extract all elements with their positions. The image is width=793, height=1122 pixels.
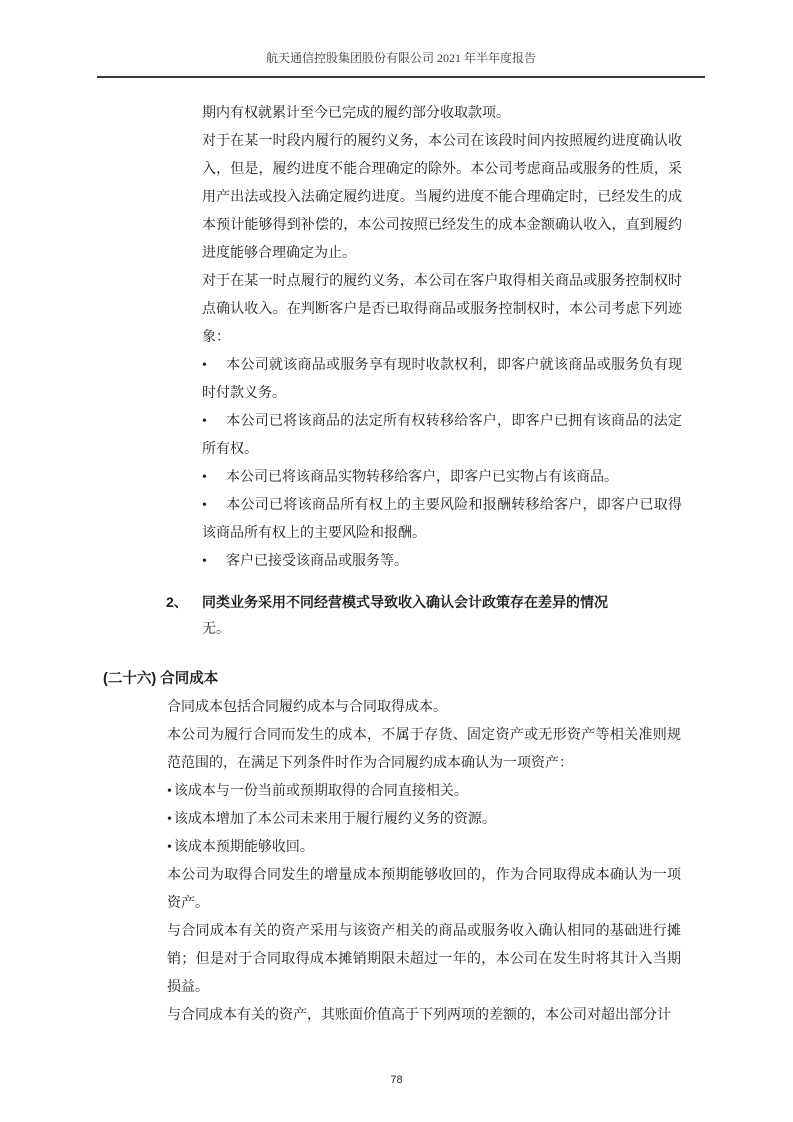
page-number: 78 [390, 1074, 403, 1086]
page-body [0, 100, 793, 1030]
subsection-number: 2、 [166, 594, 188, 610]
bullet-item [202, 464, 682, 492]
bullet-item [202, 548, 682, 576]
report-header-title: 航天通信控股集团股份有限公司 2021 年半年度报告 [265, 51, 536, 65]
bullet-text: 客户已接受该商品或服务等。 [226, 554, 408, 569]
paragraph: 本公司为履行合同而发生的成本，不属于存货、固定资产或无形资产等相关准则规范范围的，在满足下列条件时作为合同履约成本确认为一项资产： [167, 728, 681, 771]
section-heading [103, 664, 705, 694]
bullet-text: 该成本预期能够收回。 [173, 840, 314, 855]
bullet-text: 本公司已将该商品实物转移给客户，即客户已实物占有该商品。 [226, 470, 618, 485]
bullet-text: 该成本与一份当前或预期取得的合同直接相关。 [173, 784, 468, 799]
section-number: (二十六) [103, 671, 157, 687]
bullet-text: 本公司就该商品或服务享有现时收款权利，即客户就该商品或服务负有现时付款义务。 [202, 358, 682, 401]
bullet-marker: • [202, 358, 207, 373]
bullet-item [167, 806, 681, 834]
bullet-item [202, 492, 682, 548]
paragraph: 期内有权就累计至今已完成的履约部分收取款项。 [202, 106, 510, 121]
bullet-text: 本公司已将该商品的法定所有权转移给客户，即客户已拥有该商品的法定所有权。 [202, 414, 682, 457]
bullet-marker: • [167, 812, 172, 827]
bullet-marker: • [167, 840, 172, 855]
bullet-marker: • [167, 784, 172, 799]
bullet-item [202, 352, 682, 408]
paragraph: 与合同成本有关的资产采用与该资产相关的商品或服务收入确认相同的基础进行摊销；但是对于合同取得成本摊销期限未超过一年的，本公司在发生时将其计入当期损益。 [167, 924, 681, 995]
paragraph: 对于在某一时段内履行的履约义务，本公司在该段时间内按照履约进度确认收入，但是，履约进度不能合理确定的除外。本公司考虑商品或服务的性质，采用产出法或投入法确定履约进度。当履约进度不能合理确定时，已经发生的成本预计能够得到补偿的，本公司按照已经发生的成本金额确认收入，直到履约进度能够合理确定为止。 [202, 134, 682, 261]
page-footer [0, 1074, 793, 1086]
bullet-marker: • [202, 554, 207, 569]
paragraph: 与合同成本有关的资产，其账面价值高于下列两项的差额的，本公司对超出部分计 [167, 1008, 671, 1023]
bullet-text: 本公司已将该商品所有权上的主要风险和报酬转移给客户，即客户已取得该商品所有权上的主要风险和报酬。 [202, 498, 682, 541]
bullet-marker: • [202, 470, 207, 485]
bullet-item [202, 408, 682, 464]
bullet-marker: • [202, 498, 207, 513]
bullet-marker: • [202, 414, 207, 429]
page-header [97, 48, 705, 78]
bullet-item [167, 834, 681, 862]
paragraph: 对于在某一时点履行的履约义务，本公司在客户取得相关商品或服务控制权时点确认收入。在判断客户是否已取得商品或服务控制权时，本公司考虑下列迹象： [202, 274, 682, 345]
bullet-text: 该成本增加了本公司未来用于履行履约义务的资源。 [173, 812, 496, 827]
subsection-title: 同类业务采用不同经营模式导致收入确认会计政策存在差异的情况 [202, 594, 608, 610]
paragraph: 合同成本包括合同履约成本与合同取得成本。 [167, 700, 447, 715]
section-title: 合同成本 [160, 671, 219, 687]
bullet-item [167, 778, 681, 806]
subsection-heading [166, 588, 705, 616]
paragraph: 无。 [202, 622, 230, 637]
paragraph: 本公司为取得合同发生的增量成本预期能够收回的，作为合同取得成本确认为一项资产。 [167, 868, 681, 911]
